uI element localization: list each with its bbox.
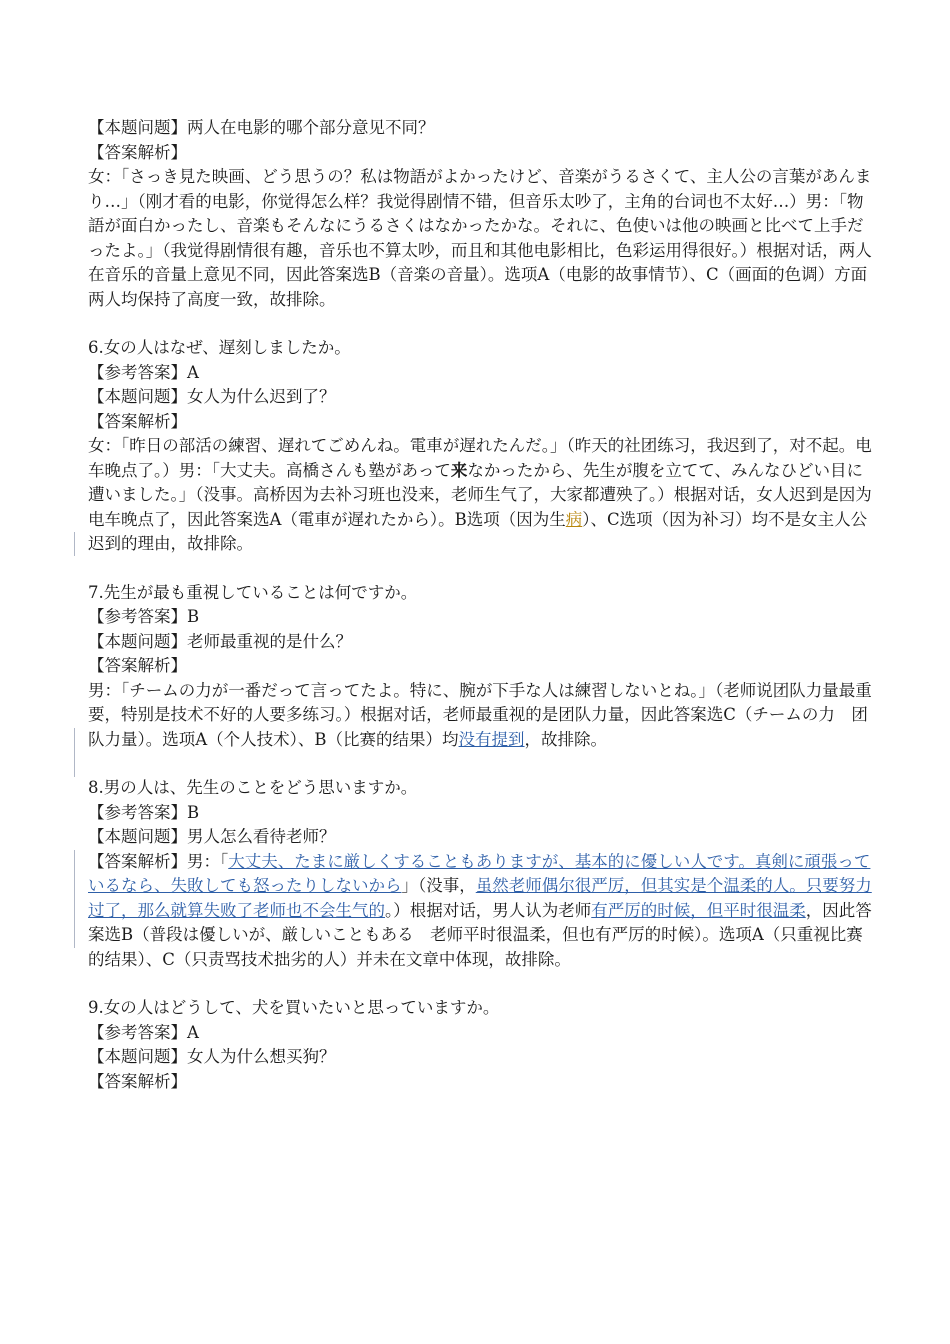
revision-mark [74,532,75,556]
q8-text-b: 」（没事， [401,876,476,895]
q6-analysis-text [88,434,878,557]
q8-text-a: 【答案解析】男：「 [88,851,229,871]
document-page [88,116,878,1094]
q8-analysis-text [88,850,878,973]
q5-analysis-label: 【答案解析】 [88,142,187,162]
q7-comment-link[interactable]: 没有提到 [458,729,525,749]
q6-text-b: なかったから、先生が腹を立てて、みんなひどい目に遭いました。」（没事。高桥因为去补习班也没来，老师生气了，大家都遭殃了。）根据对话，女人迟到是因为电车晚点了，因此答案选A（電車が遅れたから）。B选项（因为生 [88,460,872,529]
q6-title: 6.女の人はなぜ、遅刻しましたか。 [88,338,351,357]
q7-analysis-label: 【答案解析】 [88,656,187,675]
q9-question-line: 【本题问题】女人为什么想买狗？ [88,1047,336,1066]
q6-text-bold: 来 [450,460,468,480]
q8-comment-link-3[interactable]: 有严厉的时候，但平时很温柔 [591,900,806,920]
q7-question-line: 【本题问题】老师最重视的是什么？ [88,631,352,651]
q9-title: 9.女の人はどうして、犬を買いたいと思っていますか。 [88,998,500,1017]
q8-question-line: 【本题问题】男人怎么看待老师？ [88,827,336,846]
q6-text-c: ）、C选项（因为补习）均不是女主人公迟到的理由，故排除。 [88,509,868,553]
q6-reference-answer: 【参考答案】A [88,362,199,382]
revision-mark [74,850,75,948]
q6-text-a: 女：「昨日の部活の練習、遅れてごめんね。電車が遅れたんだ。」（昨天的社团练习，我迟到了，对不起。电车晚点了。）男：「大丈夫。高橋さんも塾があって [88,436,872,480]
q6-comment-link[interactable]: 病 [565,509,583,529]
q6-question-line: 【本题问题】女人为什么迟到了？ [88,387,336,406]
q8-text-c: 。）根据对话，男人认为老师 [385,900,592,920]
q5-analysis-text: 女：「さっき見た映画、どう思うの？私は物語がよかったけど、音楽がうるさくて、主人公の言葉があんまり…」（刚才看的电影，你觉得怎么样？我觉得剧情不错，但音乐太吵了，主角的台词也不太好…）男：「物語が面白かったし、音楽もそんなにうるさくはなかったかな。それに、色使いは他の映画と比べて上手だったよ。」（我觉得剧情很有趣，音乐也不算太吵，而且和其他电影相比，色彩运用得很好。）根据对话，两人在音乐的音量上意见不同，因此答案选B（音楽の音量）。选项A（电影的故事情节）、C（画面的色调）方面两人均保持了高度一致，故排除。 [88,167,872,309]
q7-text-a: 男：「チームの力が一番だって言ってたよ。特に、腕が下手な人は練習しないとね。」（老师说团队力量最重要，特别是技术不好的人要多练习。）根据对话，老师最重视的是团队力量，因此答案选C（チームの力 团队力量）。选项A（个人技术）、B（比赛的结果）均 [88,680,872,749]
q8-text-d: ，因此答案选B（普段は優しいが、厳しいこともある 老师平时很温柔，但也有严厉的时候）。选项A（只重视比赛的结果）、C（只责骂技术拙劣的人）并未在文章中体现，故排除。 [88,900,872,969]
q8-title: 8.男の人は、先生のことをどう思いますか。 [88,778,418,797]
q6-analysis-label: 【答案解析】 [88,411,187,431]
revision-mark [74,728,75,777]
q7-text-b: ，故排除。 [524,729,608,749]
q8-comment-link-1[interactable]: 大丈夫、たまに厳しくすることもありますが、基本的に優しい人です。真剣に頑張っているなら、失敗しても怒ったりしないから [88,851,871,895]
q5-question-line: 【本题问题】两人在电影的哪个部分意见不同？ [88,118,435,137]
q7-title: 7.先生が最も重視していることは何ですか。 [88,582,418,602]
q7-reference-answer: 【参考答案】B [88,607,200,626]
q9-analysis-label: 【答案解析】 [88,1071,187,1091]
q7-analysis-text [88,679,878,753]
q8-reference-answer: 【参考答案】B [88,802,200,822]
q9-reference-answer: 【参考答案】A [88,1022,199,1042]
q8-comment-link-2[interactable]: 虽然老师偶尔很严厉，但其实是个温柔的人。只要努力过了，那么就算失败了老师也不会生气的 [88,876,872,920]
